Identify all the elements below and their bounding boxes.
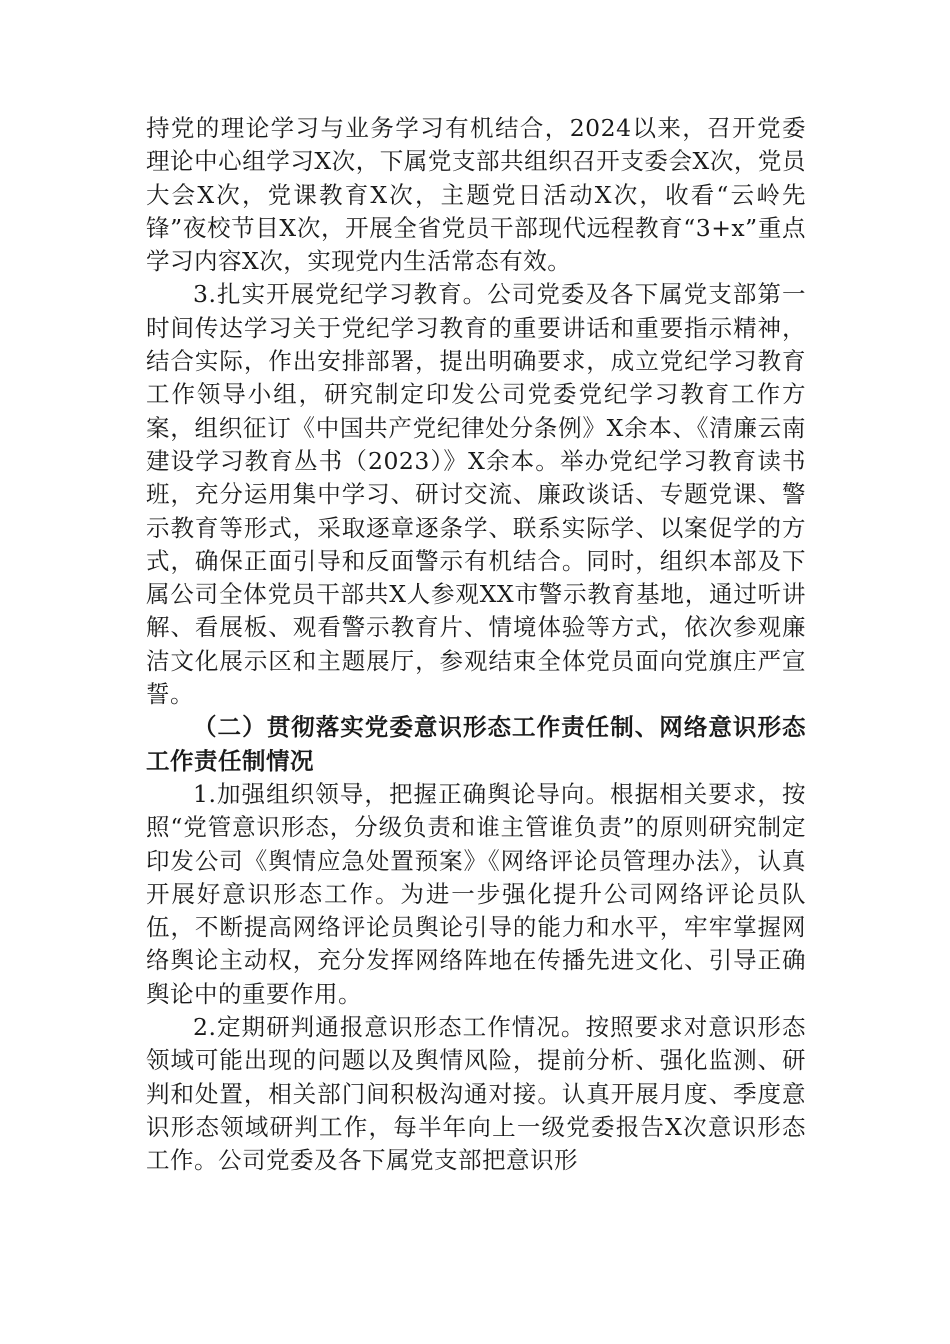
paragraph-organizational-leadership: 1.加强组织领导，把握正确舆论导向。根据相关要求，按照“党管意识形态，分级负责和谁主管谁负责”的原则研究制定印发公司《舆情应急处置预案》《网络评论员管理办法》，认真开展好意识形态工作。为进一步强化提升公司网络评论员队伍，不断提高网络评论员舆论引导的能力和水平，牢牢掌握网络舆论主动权，充分发挥网络阵地在传播先进文化、引导正确舆论中的重要作用。 bbox=[146, 779, 806, 1008]
paragraph-regular-analysis: 2.定期研判通报意识形态工作情况。按照要求对意识形态领域可能出现的问题以及舆情风险，提前分析、强化监测、研判和处置，相关部门间积极沟通对接。认真开展月度、季度意识形态领域研判工作，每半年向上一级党委报告X次意识形态工作。公司党委及各下属党支部把意识形 bbox=[146, 1013, 806, 1175]
paragraph-continuation: 持党的理论学习与业务学习有机结合，2024以来，召开党委理论中心组学习X次，下属党支部共组织召开支委会X次，党员大会X次，党课教育X次，主题党日活动X次，收看“云岭先锋”夜校节目X次，开展全省党员干部现代远程教育“3+x”重点学习内容X次，实现党内生活常态有效。 bbox=[146, 114, 806, 276]
paragraph-party-discipline-education: 3.扎实开展党纪学习教育。公司党委及各下属党支部第一时间传达学习关于党纪学习教育的重要讲话和重要指示精神，结合实际，作出安排部署，提出明确要求，成立党纪学习教育工作领导小组，研究制定印发公司党委党纪学习教育工作方案，组织征订《中国共产党纪律处分条例》X余本、《清廉云南建设学习教育丛书（2023）》X余本。举办党纪学习教育读书班，充分运用集中学习、研讨交流、廉政谈话、专题党课、警示教育等形式，采取逐章逐条学、联系实际学、以案促学的方式，确保正面引导和反面警示有机结合。同时，组织本部及下属公司全体党员干部共X人参观XX市警示教育基地，通过听讲解、看展板、观看警示教育片、情境体验等方式，依次参观廉洁文化展示区和主题展厅，参观结束全体党员面向党旗庄严宣誓。 bbox=[146, 280, 806, 709]
section-heading-ideology-responsibility: （二）贯彻落实党委意识形态工作责任制、网络意识形态工作责任制情况 bbox=[146, 713, 806, 775]
document-body bbox=[146, 112, 806, 1178]
